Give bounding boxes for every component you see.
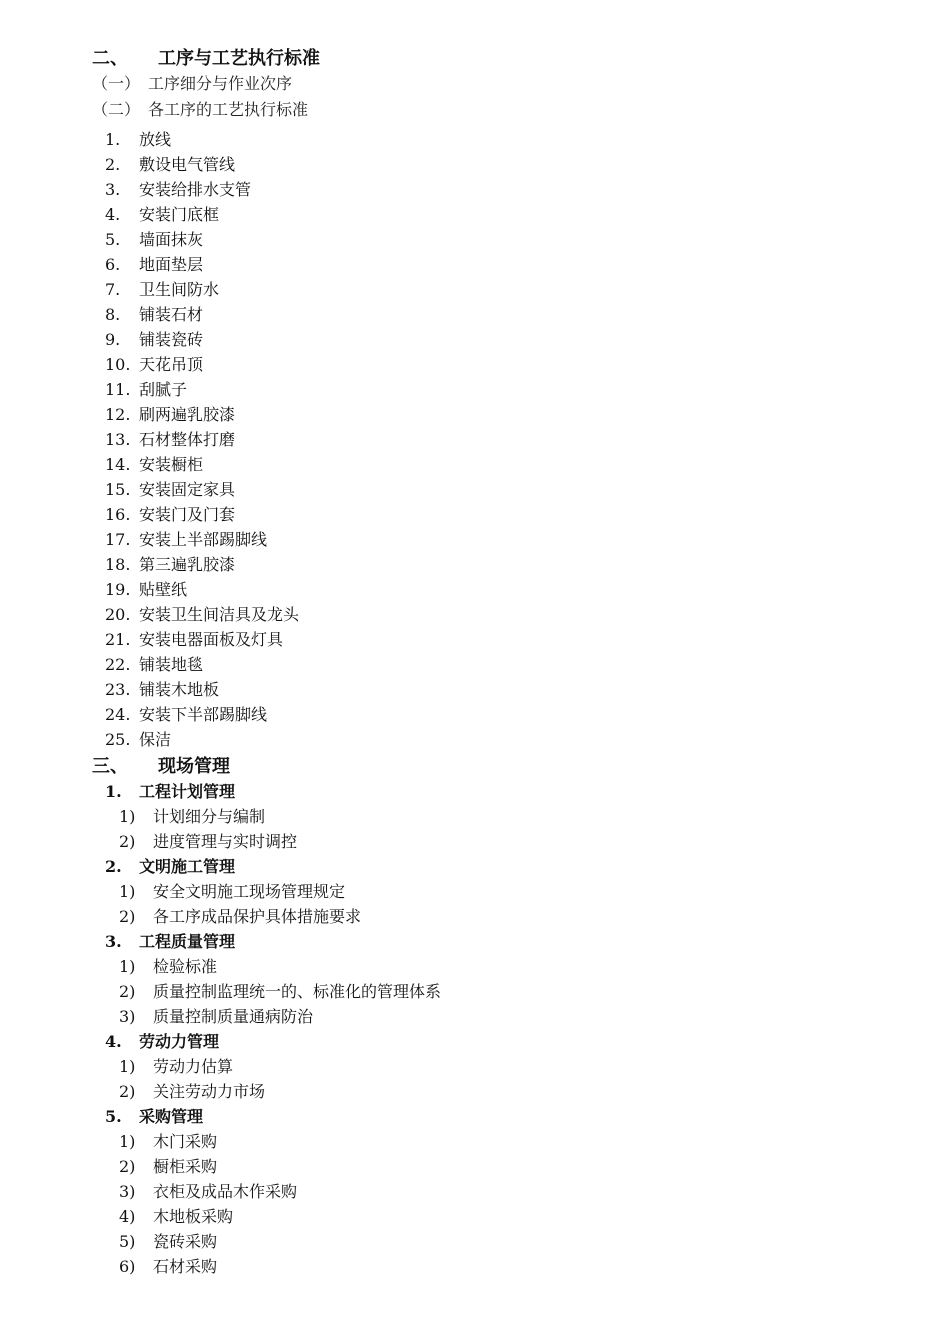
list-item-text: 敷设电气管线 xyxy=(139,155,236,174)
sub-item-number: 5) xyxy=(119,1232,136,1251)
list-item-number: 15. xyxy=(105,480,131,499)
group-title: 文明施工管理 xyxy=(139,857,236,876)
sub-item-number: 3) xyxy=(119,1182,136,1201)
list-item-number: 14. xyxy=(105,455,131,474)
group-number: 3. xyxy=(105,932,122,951)
list-item-text: 铺装瓷砖 xyxy=(139,330,204,349)
sub-item-number: 1) xyxy=(119,957,136,976)
list-item-text: 第三遍乳胶漆 xyxy=(139,555,236,574)
list-item-number: 5. xyxy=(105,230,121,249)
list-item-number: 11. xyxy=(105,380,131,399)
group-title: 工程计划管理 xyxy=(139,782,236,801)
group-number: 2. xyxy=(105,857,122,876)
group-number: 5. xyxy=(105,1107,122,1126)
sub-item-text: 衣柜及成品木作采购 xyxy=(153,1182,298,1201)
list-item-text: 天花吊顶 xyxy=(139,355,204,374)
sub-item-number: 1) xyxy=(119,882,136,901)
sub-item-text: 木门采购 xyxy=(153,1132,218,1151)
list-item-number: 9. xyxy=(105,330,121,349)
group-number: 4. xyxy=(105,1032,122,1051)
sub-item-text: 劳动力估算 xyxy=(153,1057,234,1076)
list-item-number: 4. xyxy=(105,205,121,224)
list-item-text: 铺装石材 xyxy=(139,305,204,324)
section-number: 三、 xyxy=(92,756,128,777)
list-item-text: 放线 xyxy=(139,130,172,149)
sub-item-text: 安全文明施工现场管理规定 xyxy=(153,882,346,901)
sub-item-text: 各工序成品保护具体措施要求 xyxy=(153,907,362,926)
sub-item-text: 橱柜采购 xyxy=(153,1157,218,1176)
list-item-text: 安装固定家具 xyxy=(139,480,236,499)
sub-item-number: 1) xyxy=(119,807,136,826)
group-title: 采购管理 xyxy=(139,1107,204,1126)
sub-item-text: 瓷砖采购 xyxy=(153,1232,218,1251)
list-item-number: 13. xyxy=(105,430,131,449)
list-item-number: 25. xyxy=(105,730,131,749)
list-item-text: 刷两遍乳胶漆 xyxy=(139,405,236,424)
list-item-text: 安装卫生间洁具及龙头 xyxy=(139,605,300,624)
list-item-text: 安装给排水支管 xyxy=(139,180,252,199)
sub-item-text: 木地板采购 xyxy=(153,1207,234,1226)
list-item-number: 22. xyxy=(105,655,131,674)
sub-item-text: 进度管理与实时调控 xyxy=(153,832,298,851)
sub-item-number: 3) xyxy=(119,1007,136,1026)
list-item-number: 2. xyxy=(105,155,121,174)
subsection-title: 各工序的工艺执行标准 xyxy=(148,100,309,119)
list-item-text: 石材整体打磨 xyxy=(139,430,236,449)
sub-item-text: 质量控制质量通病防治 xyxy=(153,1007,314,1026)
list-item-text: 刮腻子 xyxy=(139,380,188,399)
group-number: 1. xyxy=(105,782,122,801)
sub-item-number: 2) xyxy=(119,832,136,851)
list-item-text: 地面垫层 xyxy=(139,255,204,274)
list-item-text: 墙面抹灰 xyxy=(139,230,204,249)
list-item-number: 8. xyxy=(105,305,121,324)
list-item-number: 18. xyxy=(105,555,131,574)
sub-item-number: 2) xyxy=(119,907,136,926)
list-item-number: 3. xyxy=(105,180,121,199)
sub-item-number: 2) xyxy=(119,982,136,1001)
list-item-text: 安装门及门套 xyxy=(139,505,236,524)
list-item-number: 19. xyxy=(105,580,131,599)
subsection-title: 工序细分与作业次序 xyxy=(148,74,293,93)
list-item-number: 10. xyxy=(105,355,131,374)
section-title: 工序与工艺执行标准 xyxy=(158,48,320,69)
sub-item-text: 检验标准 xyxy=(153,957,218,976)
list-item-text: 安装门底框 xyxy=(139,205,220,224)
list-item-text: 铺装地毯 xyxy=(139,655,204,674)
group-title: 工程质量管理 xyxy=(139,932,236,951)
list-item-number: 23. xyxy=(105,680,131,699)
subsection-number: （一） xyxy=(92,74,141,93)
sub-item-number: 1) xyxy=(119,1132,136,1151)
list-item-number: 12. xyxy=(105,405,131,424)
list-item-text: 铺装木地板 xyxy=(139,680,220,699)
list-item-number: 20. xyxy=(105,605,131,624)
list-item-number: 6. xyxy=(105,255,121,274)
list-item-text: 安装橱柜 xyxy=(139,455,204,474)
list-item-text: 安装上半部踢脚线 xyxy=(139,530,268,549)
sub-item-number: 4) xyxy=(119,1207,136,1226)
group-title: 劳动力管理 xyxy=(139,1032,220,1051)
list-item-text: 安装电器面板及灯具 xyxy=(139,630,284,649)
subsection-number: （二） xyxy=(92,100,141,119)
sub-item-text: 计划细分与编制 xyxy=(153,807,266,826)
sub-item-number: 2) xyxy=(119,1157,136,1176)
list-item-text: 贴壁纸 xyxy=(139,580,188,599)
sub-item-number: 2) xyxy=(119,1082,136,1101)
section-title: 现场管理 xyxy=(158,756,230,777)
list-item-number: 21. xyxy=(105,630,131,649)
list-item-number: 7. xyxy=(105,280,121,299)
sub-item-number: 1) xyxy=(119,1057,136,1076)
list-item-text: 卫生间防水 xyxy=(139,280,220,299)
list-item-text: 安装下半部踢脚线 xyxy=(139,705,268,724)
sub-item-text: 关注劳动力市场 xyxy=(153,1082,266,1101)
list-item-number: 24. xyxy=(105,705,131,724)
sub-item-text: 质量控制监理统一的、标准化的管理体系 xyxy=(153,982,442,1001)
section-number: 二、 xyxy=(92,48,128,69)
list-item-number: 16. xyxy=(105,505,131,524)
list-item-text: 保洁 xyxy=(139,730,172,749)
sub-item-text: 石材采购 xyxy=(153,1257,218,1276)
list-item-number: 17. xyxy=(105,530,131,549)
sub-item-number: 6) xyxy=(119,1257,136,1276)
list-item-number: 1. xyxy=(105,130,121,149)
